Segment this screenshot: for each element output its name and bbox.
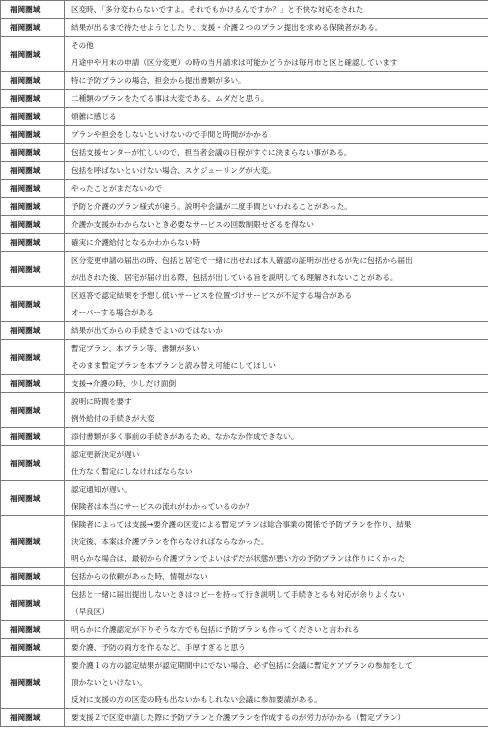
comment-line: 認定通知が遅い。 [71, 485, 132, 494]
comment-cell [65, 287, 488, 322]
region-cell: 福岡圏域 [1, 657, 65, 709]
table-row [1, 198, 488, 216]
table-row [1, 568, 488, 586]
comment-cell [65, 621, 488, 639]
region-cell: 福岡圏域 [1, 180, 65, 198]
comment-line: 月途中や月末の申請（区分変更）の時の当月請求は可能かどうかは毎月市と区と確認しています [71, 58, 398, 67]
table-row [1, 393, 488, 428]
table-row [1, 216, 488, 234]
comment-cell [65, 568, 488, 586]
region-cell: 福岡圏域 [1, 709, 65, 727]
comment-cell [65, 72, 488, 90]
comment-line: 明らかな場合は、最初から介護プランでよいはずだが状態が悪い方の予防プランは作りにくかった [71, 554, 406, 563]
comment-cell [65, 375, 488, 393]
comment-cell [65, 393, 488, 428]
region-cell: 福岡圏域 [1, 1, 65, 19]
table-row [1, 287, 488, 322]
comment-line: 反対に支援の方の区変の時も出ないかもしれない会議に参加要請がある。 [71, 695, 322, 704]
comment-cell [65, 144, 488, 162]
comment-cell [65, 126, 488, 144]
comment-line: （早良区） [71, 607, 109, 616]
table-row [1, 19, 488, 37]
comment-cell [65, 1, 488, 19]
table-row [1, 108, 488, 126]
comment-line: 決定後、本案は介護プランを作らなければならなかった。 [71, 537, 269, 546]
comment-cell [65, 586, 488, 621]
region-cell: 福岡圏域 [1, 37, 65, 72]
table-row [1, 322, 488, 340]
comment-line: 結果が出るまで待たせようとしたり、支援・介護２つのプラン提出を求める保険者がある。 [71, 23, 383, 32]
comment-line: 暫定プラン、本プラン等、書類が多い [71, 344, 200, 353]
table-row [1, 709, 488, 727]
region-cell: 福岡圏域 [1, 90, 65, 108]
table-row [1, 1, 488, 19]
region-cell: 福岡圏域 [1, 144, 65, 162]
table-row [1, 621, 488, 639]
comment-line: 区変時、「多分変わらないですよ。それでもかけるんですか？」と不快な対応をされた [71, 5, 364, 14]
comment-line: やったことがまだないので [71, 184, 163, 193]
comment-cell [65, 162, 488, 180]
table-row [1, 37, 488, 72]
region-cell: 福岡圏域 [1, 639, 65, 657]
comment-line: 保険者によっては支援→要介護の区変による暫定プランは総合事業の関係で予防プランを作り、結果 [71, 520, 412, 529]
comment-cell [65, 19, 488, 37]
comment-cell [65, 198, 488, 216]
table-row [1, 126, 488, 144]
comment-line: 支援→介護の時、少しだけ面倒 [71, 379, 177, 388]
region-cell: 福岡圏域 [1, 568, 65, 586]
region-cell: 福岡圏域 [1, 19, 65, 37]
comment-line: 保険者は本当にサービスの流れがわかっているのか？ [71, 502, 254, 511]
region-cell: 福岡圏域 [1, 252, 65, 287]
table-row [1, 375, 488, 393]
comment-cell [65, 428, 488, 446]
comment-cell [65, 516, 488, 568]
region-cell: 福岡圏域 [1, 428, 65, 446]
comment-cell [65, 709, 488, 727]
table-row [1, 586, 488, 621]
comment-cell [65, 481, 488, 516]
table-row [1, 180, 488, 198]
comment-line: 添付書類が多く事前の手続きがあるため、なかなか作成できない。 [71, 432, 299, 441]
table-row [1, 481, 488, 516]
comment-line: その他 [71, 41, 94, 50]
comment-cell [65, 37, 488, 72]
comment-line: 包括を呼ばないといけない場合、スケジューリングが大変。 [71, 166, 276, 175]
comment-line: 煩雑に感じる [71, 112, 117, 121]
comment-line: 二種類のプランをたてる事は大変である。ムダだと思う。 [71, 94, 269, 103]
region-cell: 福岡圏域 [1, 446, 65, 481]
comment-line: 予防と介護のプラン様式が違う。説明や会議が二度手間といわれることがあった。 [71, 202, 352, 211]
comment-line: 要介護、予防の両方を作るなど、手厚すぎると思う [71, 643, 246, 652]
comment-line: 包括からの依頼があった時、情報がない [71, 572, 208, 581]
comment-line: 頂かないといけない。 [71, 678, 147, 687]
comment-cell [65, 340, 488, 375]
comment-line: 明らかに介護認定が下りそうな方でも包括に予防プランも作ってくださいと言われる [71, 625, 360, 634]
comment-cell [65, 234, 488, 252]
region-cell: 福岡圏域 [1, 126, 65, 144]
region-cell: 福岡圏域 [1, 586, 65, 621]
comment-cell [65, 216, 488, 234]
comment-line: 説明に時間を要す [71, 397, 132, 406]
region-cell: 福岡圏域 [1, 216, 65, 234]
comment-cell [65, 180, 488, 198]
comment-line: 包括支援センターが忙しいので、担当者会議の日程がすぐに決まらない事がある。 [71, 148, 352, 157]
region-cell: 福岡圏域 [1, 322, 65, 340]
table-row [1, 252, 488, 287]
comment-line: が出された後、居宅が届け出る際、包括が出している旨を説明しても理解されないことがある。 [71, 273, 398, 282]
region-cell: 福岡圏域 [1, 234, 65, 252]
responses-table-body [1, 1, 488, 727]
table-row [1, 657, 488, 709]
comment-line: 結果が出てからの手続きでよいのではないか [71, 326, 223, 335]
comment-line: 包括と一緒に届出提出しないときはコピーを持って行き説明して手続きとるも対応が余りよくない [71, 590, 405, 599]
comment-cell [65, 108, 488, 126]
table-row [1, 639, 488, 657]
table-row [1, 340, 488, 375]
table-row [1, 162, 488, 180]
comment-line: 要介護１の方の認定結果が認定期間中にでない場合、必ず包括に会議に暫定ケアプランの参加をして [71, 661, 413, 670]
comment-cell [65, 446, 488, 481]
region-cell: 福岡圏域 [1, 481, 65, 516]
table-row [1, 234, 488, 252]
table-row [1, 428, 488, 446]
comment-line: 特に予防プランの場合、担会から提出書類が多い。 [71, 76, 246, 85]
region-cell: 福岡圏域 [1, 287, 65, 322]
comment-line: 例外給付の手続きが大変 [71, 414, 155, 423]
region-cell: 福岡圏域 [1, 393, 65, 428]
comment-line: 介護か支援かわからないとき必要なサービスの回数制限せざるを得ない [71, 220, 314, 229]
comment-line: オーバーする場合がある [71, 308, 154, 317]
table-row [1, 144, 488, 162]
comment-line: 認定更新決定が遅い [71, 450, 140, 459]
comment-cell [65, 252, 488, 287]
region-cell: 福岡圏域 [1, 162, 65, 180]
comment-cell [65, 639, 488, 657]
table-row [1, 516, 488, 568]
region-cell: 福岡圏域 [1, 72, 65, 90]
table-row [1, 72, 488, 90]
comment-line: 要支援２で区変申請した際に予防プランと介護プランを作成するのが労力がかかる（暫定プラン） [71, 713, 406, 722]
comment-line: プランや担会をしないといけないので手間と時間がかかる [71, 130, 269, 139]
comment-line: 仕方なく暫定にしなければならない [71, 467, 193, 476]
region-cell: 福岡圏域 [1, 516, 65, 568]
region-cell: 福岡圏域 [1, 340, 65, 375]
comment-cell [65, 657, 488, 709]
comment-line: 区返答で認定結果を予想し低いサービスを位置づけサービスが不足する場合がある [71, 291, 352, 300]
region-cell: 福岡圏域 [1, 375, 65, 393]
table-row [1, 90, 488, 108]
comment-line: 確実に介護給付となるかわからない時 [71, 238, 201, 247]
comment-cell [65, 322, 488, 340]
region-cell: 福岡圏域 [1, 198, 65, 216]
region-cell: 福岡圏域 [1, 621, 65, 639]
comment-line: そのまま暫定プランを本プランと読み替え可能にしてほしい [71, 361, 277, 370]
comment-cell [65, 90, 488, 108]
comment-line: 区分変更申請の届出の時、包括と居宅で一緒に出せれば本人確認の証明が出せるが先に包括から届出 [71, 256, 413, 265]
region-cell: 福岡圏域 [1, 108, 65, 126]
table-row [1, 446, 488, 481]
